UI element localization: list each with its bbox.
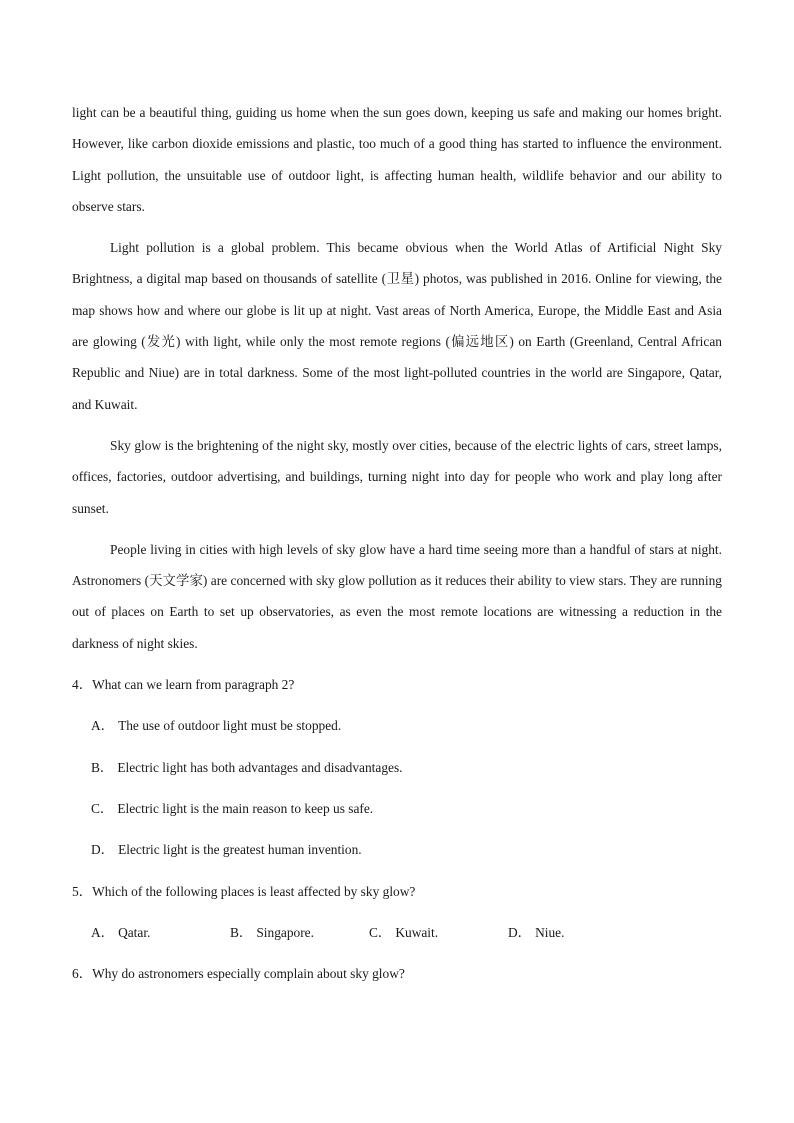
passage-paragraph-2: Light pollution is a global problem. This became obvious when the World Atlas of Artificial Night Sky Brightness, a digital map based on thousands of satellite (卫星) photos, was published in 2016. Online for viewing, the map shows how and where our globe is lit up at night. Vast areas of North America, Europe, the Middle East and Asia are glowing (发光) with light, while only the most remote regions (偏远地区) on Earth (Greenland, Central African Republic and Niue) are in total darkness. Some of the most light-polluted countries in the world are Singapore, Qatar, and Kuwait.	[72, 240, 722, 412]
option-letter: C．	[369, 924, 392, 940]
option-text: Kuwait.	[395, 924, 439, 940]
option-text: Niue.	[535, 924, 565, 940]
option-letter: A．	[91, 718, 115, 734]
option-text: The use of outdoor light must be stopped.	[118, 718, 342, 734]
question-4-option-d	[91, 834, 722, 865]
passage-paragraph-1: light can be a beautiful thing, guiding us home when the sun goes down, keeping us safe and making our homes bright. However, like carbon dioxide emissions and plastic, too much of a good thing has started to influence the environment. Light pollution, the unsuitable use of outdoor light, is affecting human health, wildlife behavior and our ability to observe stars.	[72, 105, 722, 214]
question-5-option-b	[230, 917, 369, 948]
option-letter: A．	[91, 924, 115, 940]
option-text: Electric light is the main reason to keep us safe.	[117, 800, 374, 816]
question-4-option-a	[91, 710, 722, 741]
option-text: Singapore.	[256, 924, 314, 940]
question-5-option-c	[369, 917, 508, 948]
option-text: Qatar.	[118, 924, 151, 940]
option-letter: B．	[91, 759, 114, 775]
question-6-stem: 6．Why do astronomers especially complain about sky glow?	[72, 966, 405, 982]
question-4-stem: 4．What can we learn from paragraph 2?	[72, 677, 295, 693]
option-letter: D．	[508, 924, 532, 940]
option-text: Electric light has both advantages and disadvantages.	[117, 759, 403, 775]
question-5-option-a	[91, 917, 230, 948]
passage-paragraph-4: People living in cities with high levels of sky glow have a hard time seeing more than a handful of stars at night. Astronomers (天文学家) are concerned with sky glow pollution as it reduces their ability to view stars. They are running out of places on Earth to set up observatories, as even the most remote locations are witnessing a reduction in the darkness of night skies.	[72, 541, 722, 651]
question-5-option-d	[508, 917, 647, 948]
option-letter: C．	[91, 800, 114, 816]
question-5-options	[91, 917, 722, 948]
option-text: Electric light is the greatest human invention.	[118, 842, 362, 858]
option-letter: D．	[91, 842, 115, 858]
question-4-option-c	[91, 793, 722, 824]
passage-paragraph-3: Sky glow is the brightening of the night sky, mostly over cities, because of the electric lights of cars, street lamps, offices, factories, outdoor advertising, and buildings, turning night into day for people who work and play long after sunset.	[72, 437, 722, 516]
document-page	[72, 97, 722, 989]
option-letter: B．	[230, 924, 253, 940]
question-5-stem: 5．Which of the following places is least affected by sky glow?	[72, 883, 416, 899]
question-4-option-b	[91, 752, 722, 783]
